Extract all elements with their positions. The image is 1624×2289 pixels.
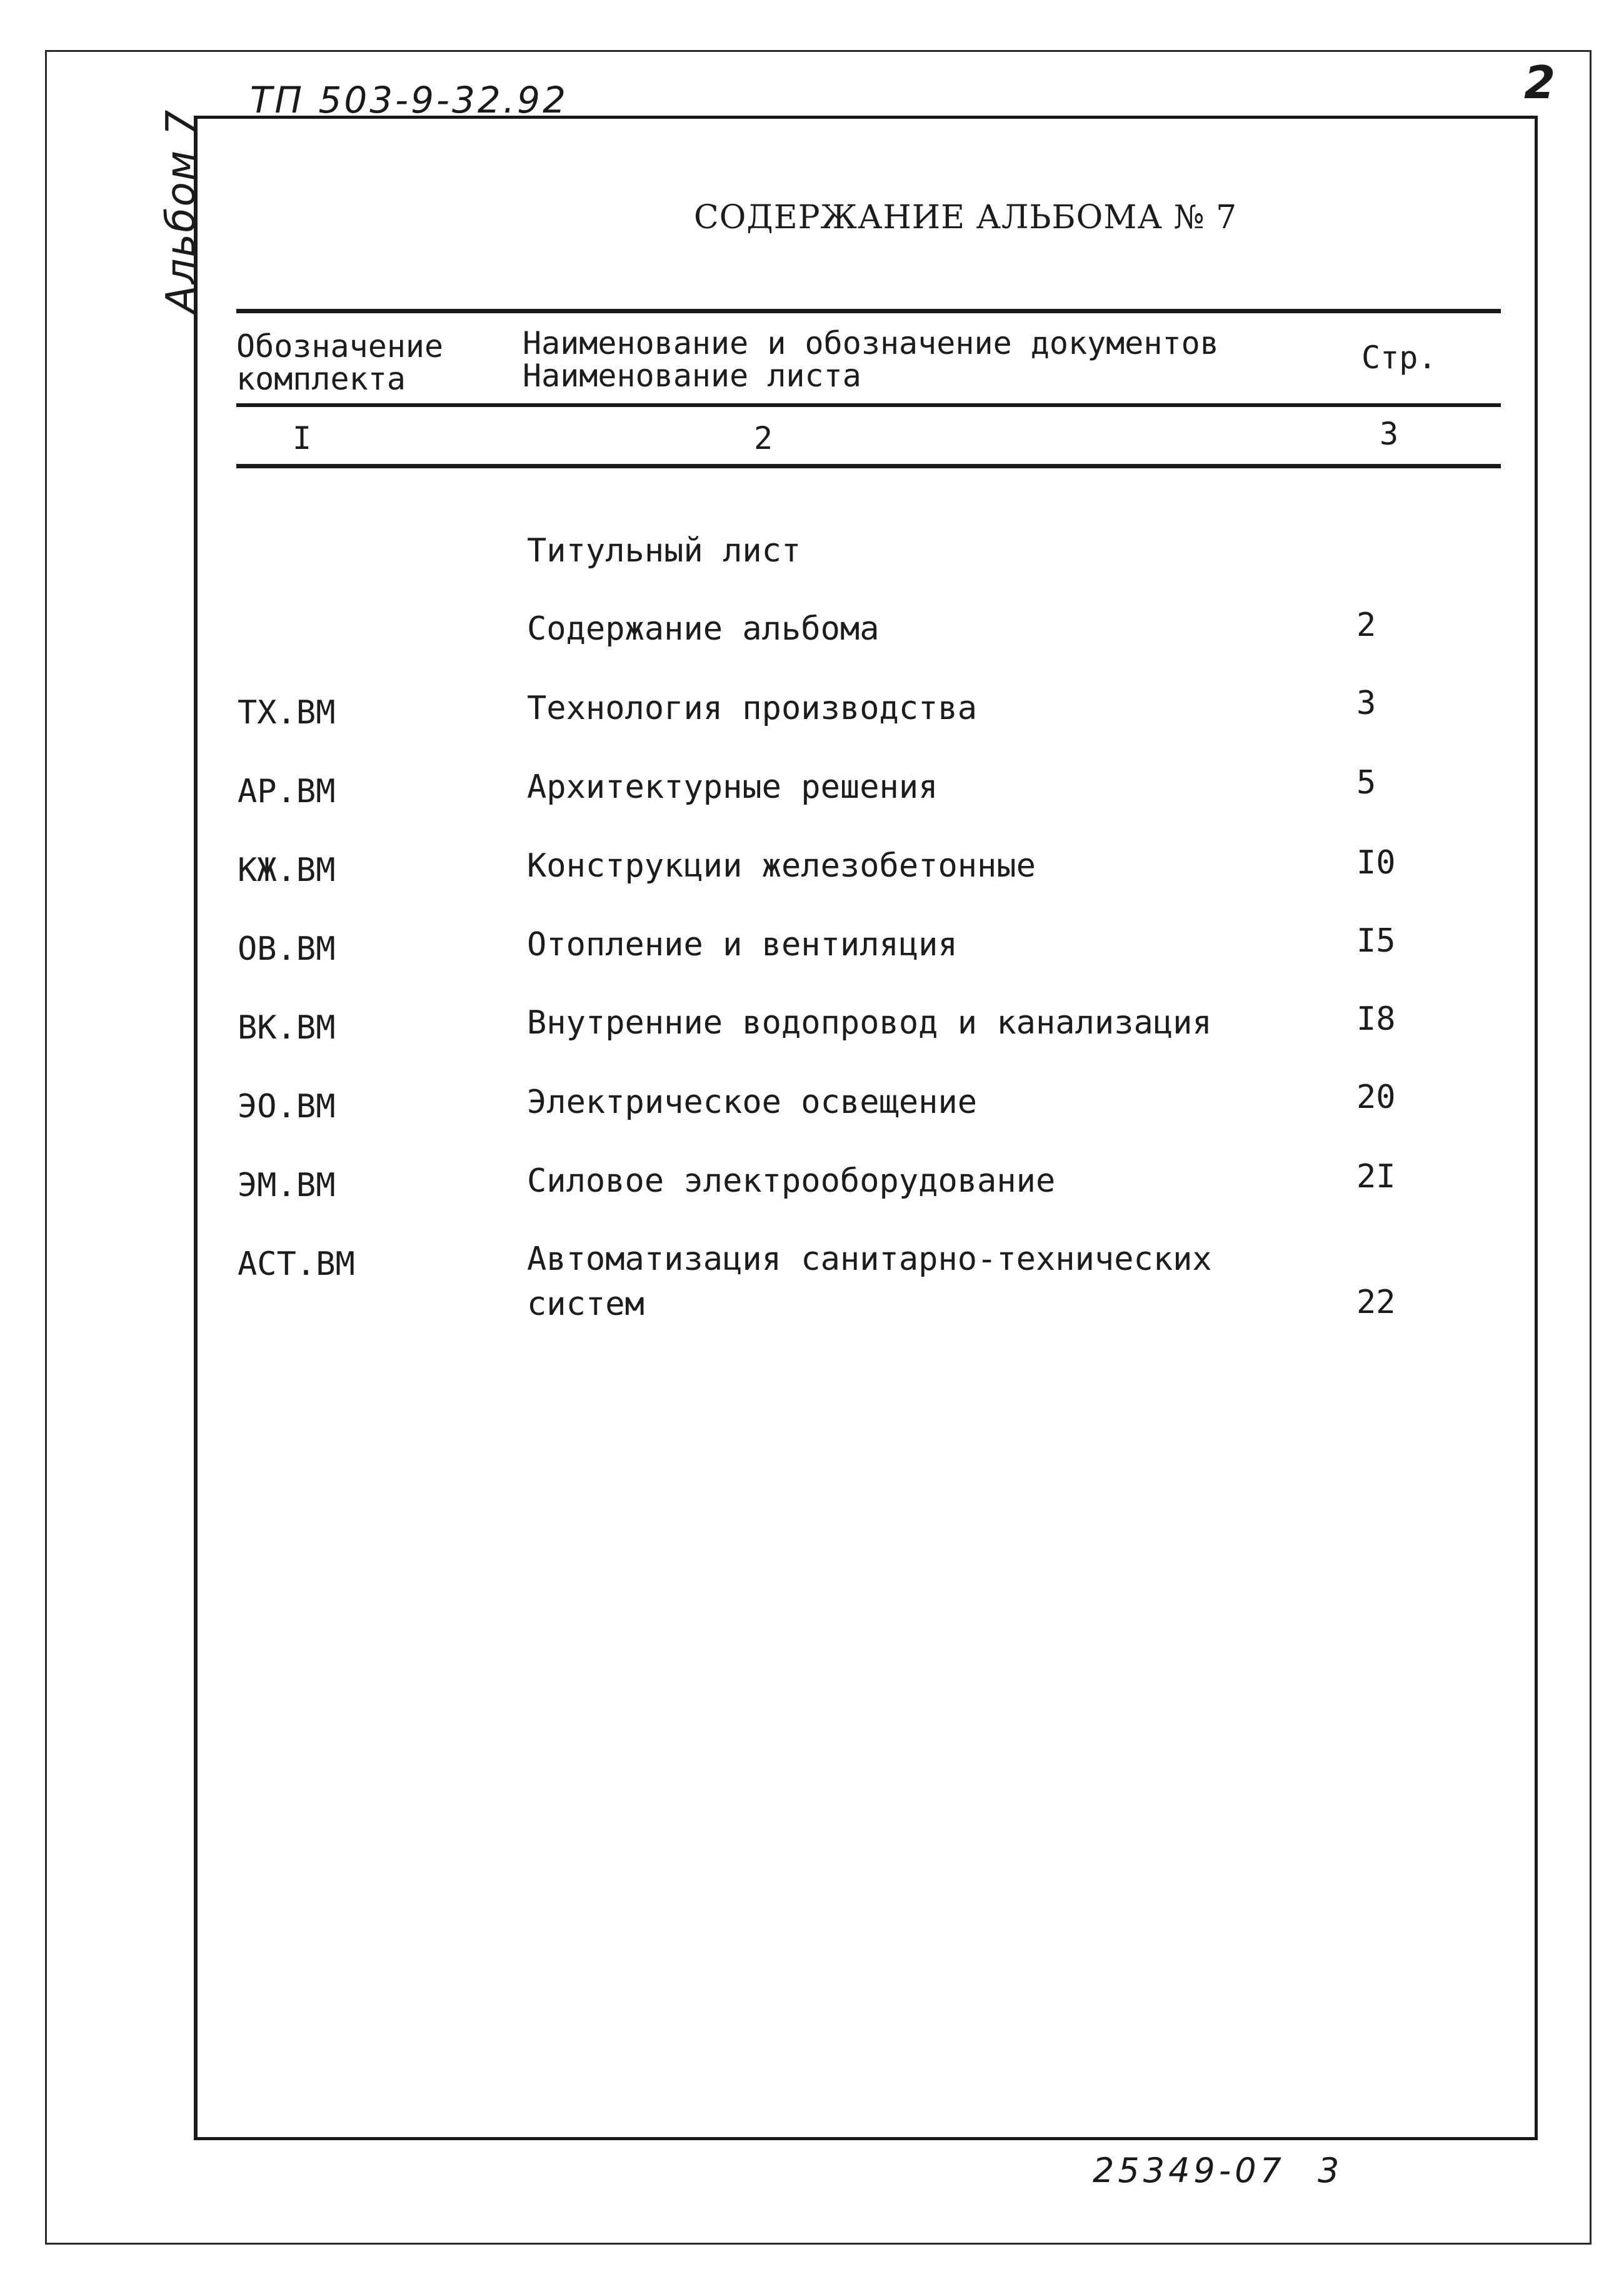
column-header-page: Стр. bbox=[1361, 340, 1437, 376]
row-code: ЭМ.ВМ bbox=[238, 1167, 336, 1204]
column-header-name-line1: Наименование и обозначение документов bbox=[523, 325, 1219, 361]
column-header-set bbox=[236, 330, 443, 395]
row-page: 3 bbox=[1356, 685, 1376, 722]
row-page: 2I bbox=[1356, 1158, 1396, 1195]
sheet-number: 2 bbox=[1524, 56, 1556, 109]
row-code: ОВ.ВМ bbox=[238, 930, 336, 968]
document-code: ТП 503-9-32.92 bbox=[250, 79, 568, 121]
row-page: I5 bbox=[1356, 922, 1396, 960]
row-page: 20 bbox=[1356, 1079, 1396, 1116]
table-top-rule bbox=[236, 309, 1501, 313]
row-code: ЭО.ВМ bbox=[238, 1088, 336, 1125]
row-name: Технология производства bbox=[527, 690, 978, 727]
column-header-name bbox=[523, 327, 1219, 392]
column-number-2: 2 bbox=[754, 420, 773, 456]
row-code: АР.ВМ bbox=[238, 773, 336, 810]
row-page: I8 bbox=[1356, 1000, 1396, 1038]
row-page: 2 bbox=[1356, 606, 1376, 644]
table-numbers-rule bbox=[236, 464, 1501, 468]
row-code: АСТ.ВМ bbox=[238, 1245, 355, 1283]
column-number-3: 3 bbox=[1380, 416, 1399, 452]
row-name: Архитектурные решения bbox=[527, 768, 938, 806]
column-header-name-line2: Наименование листа bbox=[523, 358, 861, 394]
row-name: Силовое электрооборудование bbox=[527, 1162, 1056, 1200]
row-page: I0 bbox=[1356, 844, 1396, 882]
row-name: Электрическое освещение bbox=[527, 1084, 978, 1121]
album-side-label: Альбом 7 bbox=[158, 108, 204, 313]
table-header-rule bbox=[236, 403, 1501, 407]
row-page: 5 bbox=[1356, 764, 1376, 802]
page-title: СОДЕРЖАНИЕ АЛЬБОМА № 7 bbox=[694, 199, 1238, 236]
row-name-line2: систем bbox=[527, 1285, 644, 1323]
row-code: ВК.ВМ bbox=[238, 1009, 336, 1047]
row-page: 22 bbox=[1356, 1284, 1396, 1321]
row-name bbox=[527, 1237, 1212, 1327]
row-name: Содержание альбома bbox=[527, 610, 880, 648]
row-name: Титульный лист bbox=[527, 532, 801, 570]
column-header-set-line2: комплекта bbox=[236, 361, 406, 397]
column-header-set-line1: Обозначение bbox=[236, 328, 444, 365]
row-name-line1: Автоматизация санитарно-технических bbox=[527, 1240, 1212, 1278]
row-name: Внутренние водопровод и канализация bbox=[527, 1004, 1212, 1042]
inner-frame bbox=[194, 116, 1538, 2140]
inventory-code: 25349-07 bbox=[1093, 2151, 1285, 2190]
column-number-1: I bbox=[293, 420, 312, 456]
row-name: Отопление и вентиляция bbox=[527, 926, 958, 963]
row-code: ТХ.ВМ bbox=[238, 694, 336, 732]
row-name: Конструкции железобетонные bbox=[527, 847, 1036, 885]
bottom-sheet-number: 3 bbox=[1318, 2151, 1340, 2190]
row-code: КЖ.ВМ bbox=[238, 852, 336, 889]
